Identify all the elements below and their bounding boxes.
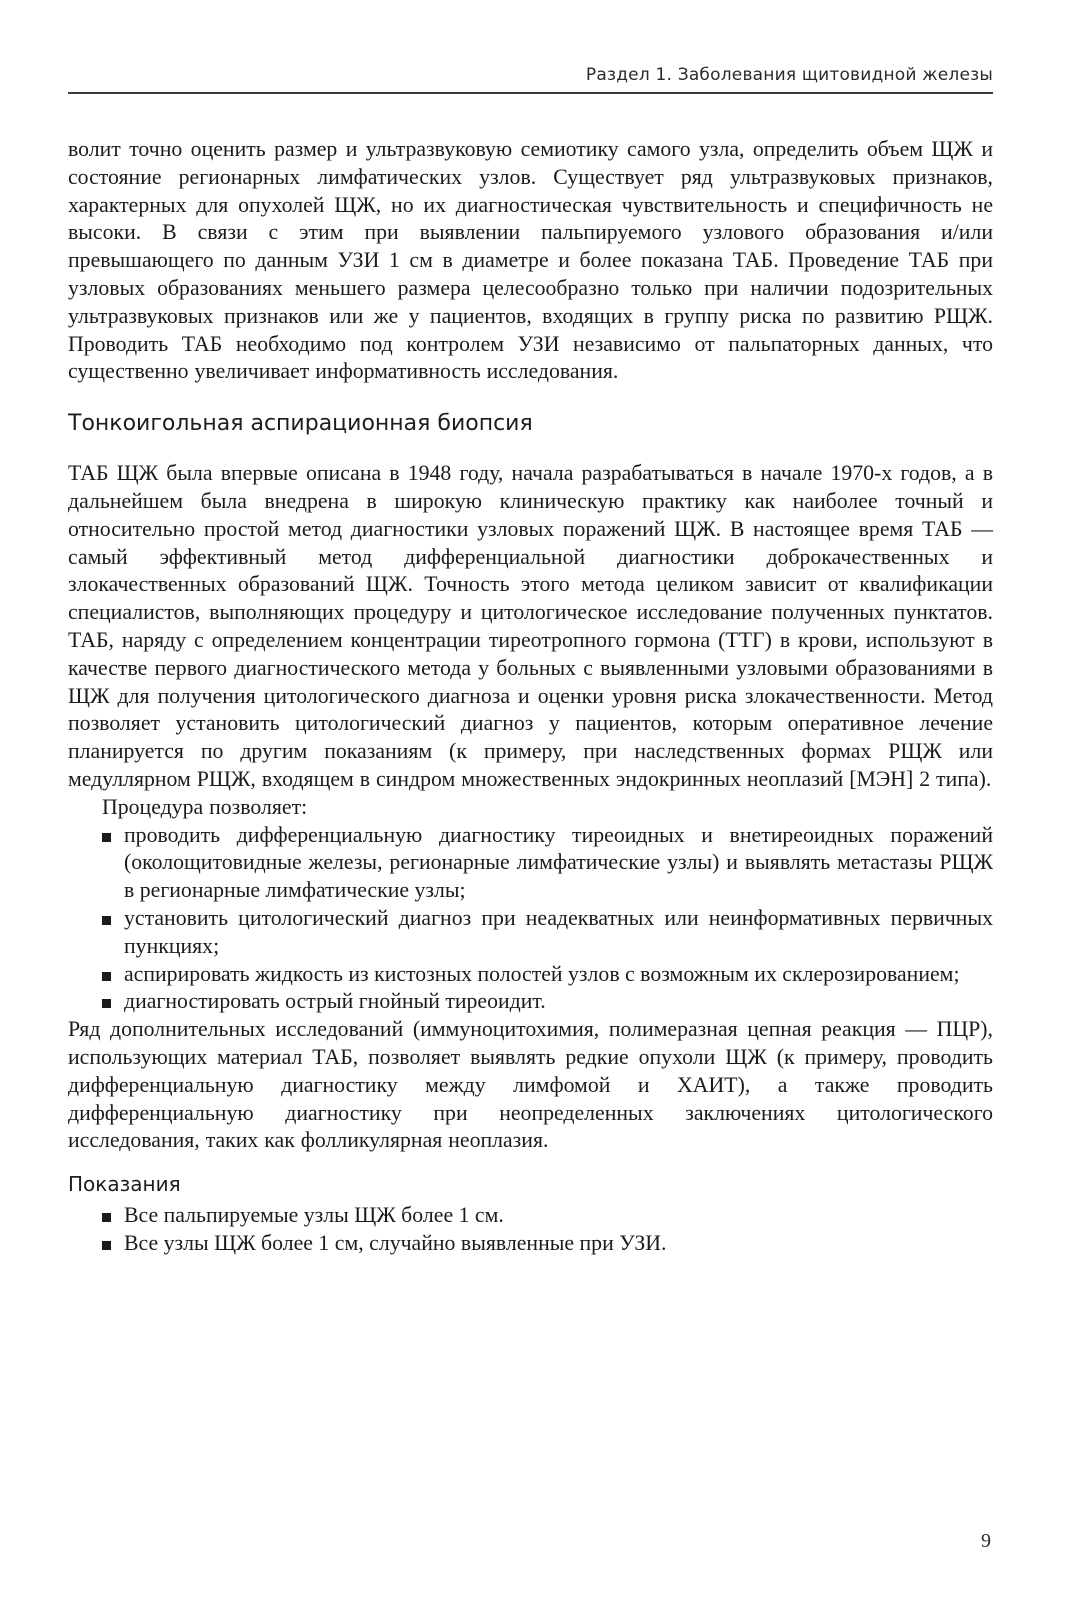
bullet-square-icon [102,1241,111,1250]
list-item [68,988,993,1016]
bullet-square-icon [102,999,111,1008]
intro-paragraph: волит точно оценить размер и ультразвуковую семиотику самого узла, определить объем ЩЖ и состояние регионарных лимфатических узлов. Существует ряд ультразвуковых признаков, характерных для опухолей ЩЖ, но их диагностическая чувствительность и специфичность не высоки. В связи с этим при выявлении пальпируемого узлового образования и/или превышающего по данным УЗИ 1 см в диаметре и более показана ТАБ. Проведение ТАБ при узловых образованиях меньшего размера целесообразно только при наличии подозрительных ультразвуковых признаков или же у пациентов, входящих в группу риска по развитию РЩЖ. Проводить ТАБ необходимо под контролем УЗИ независимо от пальпаторных данных, что существенно увеличивает информативность исследования. [68,137,993,384]
list-item-text: проводить дифференциальную диагностику тиреоидных и внетиреоидных поражений (околощитовидные железы, регионарные лимфатические узлы) и выявлять метастазы РЩЖ в регионарные лимфатические узлы; [124,822,993,903]
bullet-square-icon [102,972,111,981]
page-number: 9 [981,1530,991,1552]
bullet-square-icon [102,1213,111,1222]
additional-studies-paragraph: Ряд дополнительных исследований (иммуноцитохимия, полимеразная цепная реакция — ПЦР), использующих материал ТАБ, позволяет выявлять редкие опухоли ЩЖ (к примеру, проводить дифференциальную диагностику между лимфомой и ХАИТ), а также проводить дифференциальную диагностику при неопределенных заключениях цитологического исследования, таких как фолликулярная неоплазия. [68,1017,993,1153]
list-item-text: диагностировать острый гнойный тиреоидит. [124,989,546,1014]
list-item [68,822,993,905]
list-item-text: аспирировать жидкость из кистозных полостей узлов с возможным их склерозированием; [124,961,960,986]
biopsy-paragraph: ТАБ ЩЖ была впервые описана в 1948 году, начала разрабатываться в начале 1970-х годов, а в дальнейшем была внедрена в широкую клиническую практику как наиболее точный и относительно простой метод диагностики узловых поражений ЩЖ. В настоящее время ТАБ — самый эффективный метод дифференциальной диагностики доброкачественных и злокачественных образований ЩЖ. Точность этого метода целиком зависит от квалификации специалистов, выполняющих процедуру и цитологическое исследование полученных пунктатов. ТАБ, наряду с определением концентрации тиреотропного гормона (ТТГ) в крови, используют в качестве первого диагностического метода у больных с выявленными узловыми образованиями в ЩЖ для получения цитологического диагноза и оценки уровня риска злокачественности. Метод позволяет установить цитологический диагноз у пациентов, которым оперативное лечение планируется по другим показаниям (к примеру, при наследственных формах РЩЖ или медуллярном РЩЖ, входящем в синдром множественных эндокринных неоплазий [МЭН] 2 типа). [68,461,993,791]
list-item [68,1202,993,1230]
running-header [68,58,993,94]
list-item [68,905,993,961]
list-item [68,961,993,989]
procedure-intro: Процедура позволяет: [102,794,308,819]
bullet-square-icon [102,833,111,842]
subsection-heading-indications: Показания [68,1172,181,1197]
running-title: Раздел 1. Заболевания щитовидной железы [585,65,993,85]
bullet-square-icon [102,916,111,925]
list-item-text: установить цитологический диагноз при неадекватных или неинформативных первичных пункциях; [124,905,993,958]
list-item-text: Все пальпируемые узлы ЩЖ более 1 см. [124,1203,504,1228]
indications-list [68,1202,993,1258]
section-heading-fine-needle-biopsy: Тонкоигольная аспирационная биопсия [68,411,533,437]
page-content [68,136,993,1258]
list-item-text: Все узлы ЩЖ более 1 см, случайно выявленные при УЗИ. [124,1230,667,1255]
procedure-list [68,822,993,1017]
list-item [68,1230,993,1258]
